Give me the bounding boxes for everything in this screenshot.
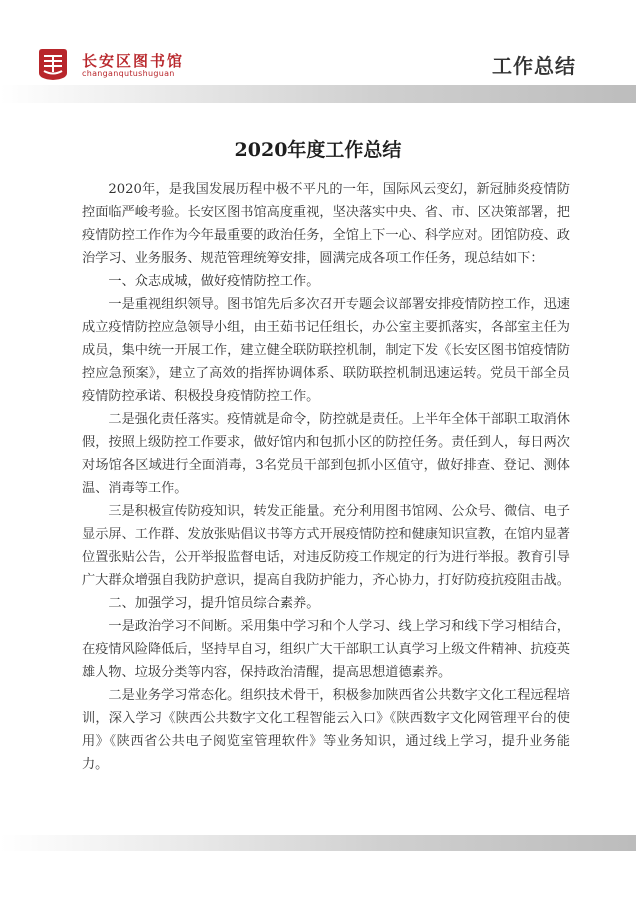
section-heading-1: 一、众志成城，做好疫情防控工作。 <box>108 274 320 289</box>
body-paragraph: 三是积极宣传防疫知识，转发正能量。充分利用图书馆网、公众号、微信、电子显示屏、工作群、发放张贴倡议书等方式开展疫情防控和健康知识宣教，在馆内显著位置张贴公告，公开举报监督电话，对违反防疫工作规定的行为进行举报。教育引导广大群众增强自我防护意识，提高自我防护能力，齐心协力，打好防疫抗疫阻击战。 <box>82 504 570 588</box>
section-label: 工作总结 <box>492 54 576 78</box>
header-gradient-band <box>0 85 636 103</box>
body-paragraph: 一是政治学习不间断。采用集中学习和个人学习、线上学习和线下学习相结合，在疫情风险降低后，坚持早自习，组织广大干部职工认真学习上级文件精神、抗疫英雄人物、垃圾分类等内容，保持政治清醒，提高思想道德素养。 <box>82 619 570 680</box>
section-heading-2: 二、加强学习，提升馆员综合素养。 <box>108 596 320 611</box>
library-name: 长安区图书馆 <box>82 52 185 70</box>
body-paragraph: 一是重视组织领导。图书馆先后多次召开专题会议部署安排疫情防控工作，迅速成立疫情防控应急领导小组，由王茹书记任组长，办公室主要抓落实，各部室主任为成员，集中统一开展工作，建立健全联防联控机制，制定下发《长安区图书馆疫情防控应急预案》，建立了高效的指挥协调体系、联防联控机制迅速运转。党员干部全员疫情防控承诺、积极投身疫情防控工作。 <box>82 297 570 404</box>
body-paragraph: 二是业务学习常态化。组织技术骨干，积极参加陕西省公共数字文化工程远程培训，深入学习《陕西公共数字文化工程智能云入口》《陕西数字文化网管理平台的使用》《陕西省公共电子阅览室管理软件》等业务知识，通过线上学习，提升业务能力。 <box>82 688 570 772</box>
library-pinyin: changanqutushuguan <box>82 69 175 78</box>
intro-paragraph: 2020年，是我国发展历程中极不平凡的一年，国际风云变幻，新冠肺炎疫情防控面临严峻考验。长安区图书馆高度重视，坚决落实中央、省、市、区决策部署，把疫情防控工作作为今年最重要的政治任务，全馆上下一心、科学应对。团馆防疫、政治学习、业务服务、规范管理统筹安排，圆满完成各项工作任务，现总结如下： <box>82 182 570 266</box>
document-title: 2020年度工作总结 <box>234 139 402 161</box>
document-body <box>82 178 570 776</box>
library-logo-icon <box>38 47 68 81</box>
footer-gradient-band <box>0 835 636 851</box>
body-paragraph: 二是强化责任落实。疫情就是命令，防控就是责任。上半年全体干部职工取消休假，按照上级防控工作要求，做好馆内和包抓小区的防控任务。责任到人，每日两次对场馆各区域进行全面消毒，3名党员干部到包抓小区值守，做好排查、登记、测体温、消毒等工作。 <box>82 412 570 496</box>
page-header <box>0 0 636 104</box>
